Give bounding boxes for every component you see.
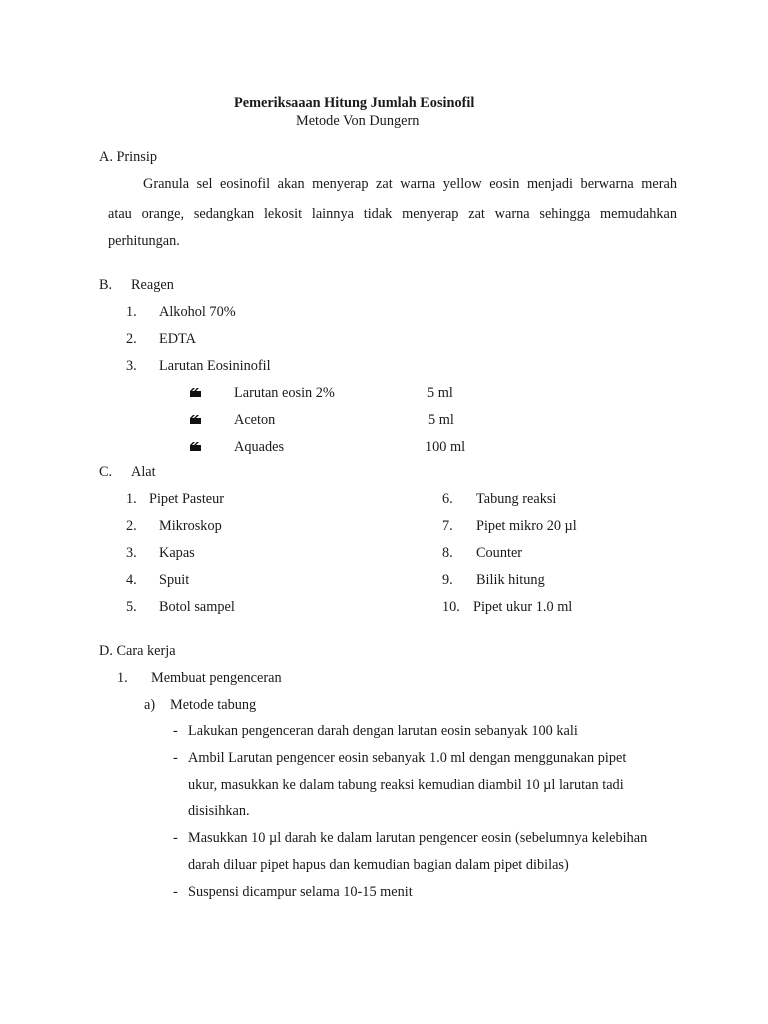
- page-subtitle: Metode Von Dungern: [296, 113, 420, 129]
- alat-num-6: 6.: [442, 491, 453, 507]
- list-bullet-icon: [190, 415, 201, 424]
- composition-name-2: Aceton: [234, 412, 276, 428]
- dash-bullet: -: [173, 723, 178, 739]
- composition-amount-1: 5 ml: [427, 385, 453, 401]
- step-1-num: 1.: [117, 670, 128, 686]
- step-line: Masukkan 10 µl darah ke dalam larutan pengencer eosin (sebelumnya kelebihan: [188, 830, 648, 846]
- composition-name-1: Larutan eosin 2%: [234, 385, 335, 401]
- alat-item-2: Mikroskop: [159, 518, 222, 534]
- alat-item-1: Pipet Pasteur: [149, 491, 225, 507]
- prinsip-line-3: perhitungan.: [108, 233, 180, 249]
- step-line: Suspensi dicampur selama 10-15 menit: [188, 884, 413, 900]
- alat-num-4: 4.: [126, 572, 137, 588]
- step-line: ukur, masukkan ke dalam tabung reaksi kemudian diambil 10 µl larutan tadi: [188, 777, 624, 793]
- sub-a-text: Metode tabung: [170, 697, 257, 713]
- dash-bullet: -: [173, 884, 178, 900]
- dash-bullet: -: [173, 830, 178, 846]
- section-d-heading: D. Cara kerja: [99, 643, 176, 659]
- prinsip-line-2: atau orange, sedangkan lekosit lainnya tidak menyerap zat warna sehingga memudahkan: [108, 206, 677, 222]
- alat-item-5: Botol sampel: [159, 599, 235, 615]
- sub-a-label: a): [144, 697, 156, 713]
- composition-amount-3: 100 ml: [425, 439, 466, 455]
- reagen-item-1: Alkohol 70%: [159, 304, 236, 320]
- alat-item-8: Counter: [476, 545, 523, 561]
- reagen-item-3: Larutan Eosininofil: [159, 358, 271, 374]
- page-title: Pemeriksaaan Hitung Jumlah Eosinofil: [234, 95, 475, 111]
- section-c-heading: Alat: [131, 464, 156, 480]
- alat-item-4: Spuit: [159, 572, 190, 588]
- prinsip-line-1: Granula sel eosinofil akan menyerap zat warna yellow eosin menjadi berwarna merah: [143, 176, 677, 192]
- step-line: darah diluar pipet hapus dan kemudian bagian dalam pipet dibilas): [188, 857, 569, 873]
- alat-num-1: 1.: [126, 491, 137, 507]
- reagen-num-3: 3.: [126, 358, 137, 374]
- step-line: Ambil Larutan pengencer eosin sebanyak 1.0 ml dengan menggunakan pipet: [188, 750, 627, 766]
- alat-num-3: 3.: [126, 545, 137, 561]
- step-1-text: Membuat pengenceran: [151, 670, 282, 686]
- composition-amount-2: 5 ml: [428, 412, 454, 428]
- alat-item-9: Bilik hitung: [476, 572, 545, 588]
- reagen-item-2: EDTA: [159, 331, 196, 347]
- composition-name-3: Aquades: [234, 439, 285, 455]
- alat-item-10: Pipet ukur 1.0 ml: [473, 599, 573, 615]
- alat-num-9: 9.: [442, 572, 453, 588]
- list-bullet-icon: [190, 442, 201, 451]
- alat-num-7: 7.: [442, 518, 453, 534]
- step-line: disisihkan.: [188, 803, 250, 819]
- section-b-letter: B.: [99, 277, 113, 293]
- section-c-letter: C.: [99, 464, 113, 480]
- alat-num-10: 10.: [442, 599, 460, 615]
- alat-item-7: Pipet mikro 20 µl: [476, 518, 577, 534]
- alat-num-2: 2.: [126, 518, 137, 534]
- section-a-heading: A. Prinsip: [99, 149, 157, 165]
- reagen-num-2: 2.: [126, 331, 137, 347]
- reagen-num-1: 1.: [126, 304, 137, 320]
- alat-item-3: Kapas: [159, 545, 195, 561]
- alat-item-6: Tabung reaksi: [476, 491, 557, 507]
- step-line: Lakukan pengenceran darah dengan larutan eosin sebanyak 100 kali: [188, 723, 578, 739]
- section-b-heading: Reagen: [131, 277, 174, 293]
- alat-num-8: 8.: [442, 545, 453, 561]
- dash-bullet: -: [173, 750, 178, 766]
- list-bullet-icon: [190, 388, 201, 397]
- alat-num-5: 5.: [126, 599, 137, 615]
